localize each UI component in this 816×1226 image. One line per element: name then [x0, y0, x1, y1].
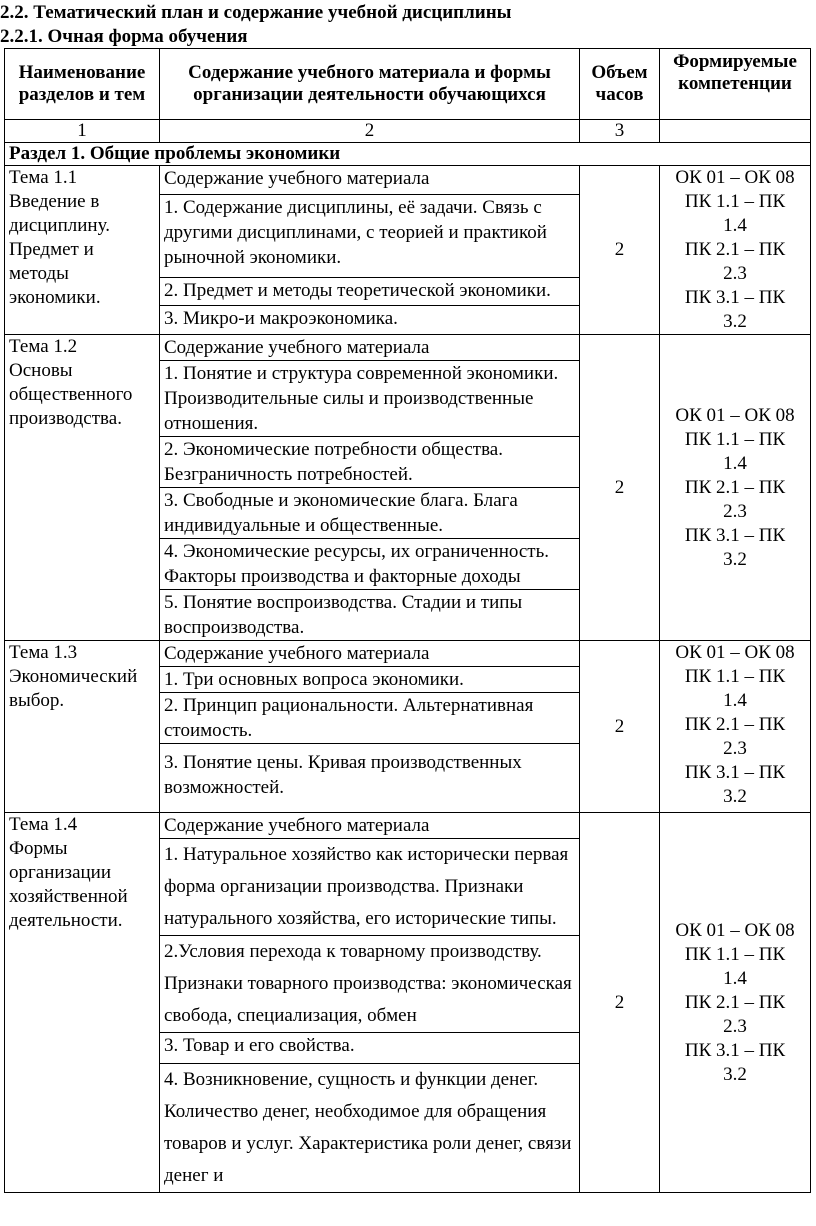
content-item: 1. Понятие и структура современной экономики. Производительные силы и производственные отношения.	[160, 361, 580, 437]
table-row	[5, 166, 811, 195]
content-header: Содержание учебного материала	[160, 335, 580, 361]
topic-title: Тема 1.2 Основы общественного производства.	[5, 335, 160, 641]
content-item: 1. Три основных вопроса экономики.	[160, 667, 580, 693]
col-number: 1	[5, 120, 160, 143]
content-header: Содержание учебного материала	[160, 166, 580, 195]
hours-value: 2	[580, 813, 660, 1193]
numbering-row	[5, 120, 811, 143]
section-title: Раздел 1. Общие проблемы экономики	[5, 143, 811, 166]
col-number: 2	[160, 120, 580, 143]
content-item: 4. Экономические ресурсы, их ограниченность. Факторы производства и факторные доходы	[160, 539, 580, 590]
topic-title: Тема 1.3 Экономический выбор.	[5, 641, 160, 813]
thematic-plan-table	[4, 48, 811, 1193]
content-item: 3. Понятие цены. Кривая производственных возможностей.	[160, 744, 580, 813]
content-item: 5. Понятие воспроизводства. Стадии и типы воспроизводства.	[160, 590, 580, 641]
table-row	[5, 335, 811, 361]
table-header-row	[5, 49, 811, 120]
table-row	[5, 641, 811, 667]
content-header: Содержание учебного материала	[160, 813, 580, 839]
header-topics: Наименование разделов и тем	[5, 49, 160, 120]
header-content: Содержание учебного материала и формы организации деятельности обучающихся	[160, 49, 580, 120]
competencies: ОК 01 – ОК 08 ПК 1.1 – ПК 1.4 ПК 2.1 – ПК 2.3 ПК 3.1 – ПК 3.2	[660, 335, 811, 641]
table-row	[5, 813, 811, 839]
content-item: 3. Свободные и экономические блага. Блага индивидуальные и общественные.	[160, 488, 580, 539]
competencies: ОК 01 – ОК 08 ПК 1.1 – ПК 1.4 ПК 2.1 – ПК 2.3 ПК 3.1 – ПК 3.2	[660, 641, 811, 813]
hours-value: 2	[580, 166, 660, 335]
content-item: 2. Экономические потребности общества. Безграничность потребностей.	[160, 437, 580, 488]
col-number	[660, 120, 811, 143]
competencies: ОК 01 – ОК 08 ПК 1.1 – ПК 1.4 ПК 2.1 – ПК 2.3 ПК 3.1 – ПК 3.2	[660, 166, 811, 335]
header-hours: Объем часов	[580, 49, 660, 120]
content-item: 1. Натуральное хозяйство как исторически первая форма организации производства. Признаки натурального хозяйства, его исторические типы.	[160, 839, 580, 936]
topic-title: Тема 1.4 Формы организации хозяйственной деятельности.	[5, 813, 160, 1193]
competencies: ОК 01 – ОК 08 ПК 1.1 – ПК 1.4 ПК 2.1 – ПК 2.3 ПК 3.1 – ПК 3.2	[660, 813, 811, 1193]
content-item: 2. Предмет и методы теоретической экономики.	[160, 277, 580, 306]
hours-value: 2	[580, 335, 660, 641]
header-competencies: Формируемые компетенции	[660, 49, 811, 120]
subsection-heading: 2.2.1. Очная форма обучения	[0, 26, 248, 47]
section-heading: 2.2. Тематический план и содержание учебной дисциплины	[0, 2, 512, 23]
content-item: 2.Условия перехода к товарному производству. Признаки товарного производства: экономическая свобода, специализация, обмен	[160, 936, 580, 1033]
col-number: 3	[580, 120, 660, 143]
hours-value: 2	[580, 641, 660, 813]
content-item: 3. Микро-и макроэкономика.	[160, 306, 580, 335]
content-item: 1. Содержание дисциплины, её задачи. Связь с другими дисциплинами, с теорией и практикой рыночной экономики.	[160, 194, 580, 277]
content-item: 4. Возникновение, сущность и функции денег. Количество денег, необходимое для обращения товаров и услуг. Характеристика роли денег, связи денег и	[160, 1064, 580, 1193]
content-header: Содержание учебного материала	[160, 641, 580, 667]
section-row	[5, 143, 811, 166]
content-item: 2. Принцип рациональности. Альтернативная стоимость.	[160, 693, 580, 744]
topic-title: Тема 1.1 Введение в дисциплину. Предмет и методы экономики.	[5, 166, 160, 335]
content-item: 3. Товар и его свойства.	[160, 1033, 580, 1064]
